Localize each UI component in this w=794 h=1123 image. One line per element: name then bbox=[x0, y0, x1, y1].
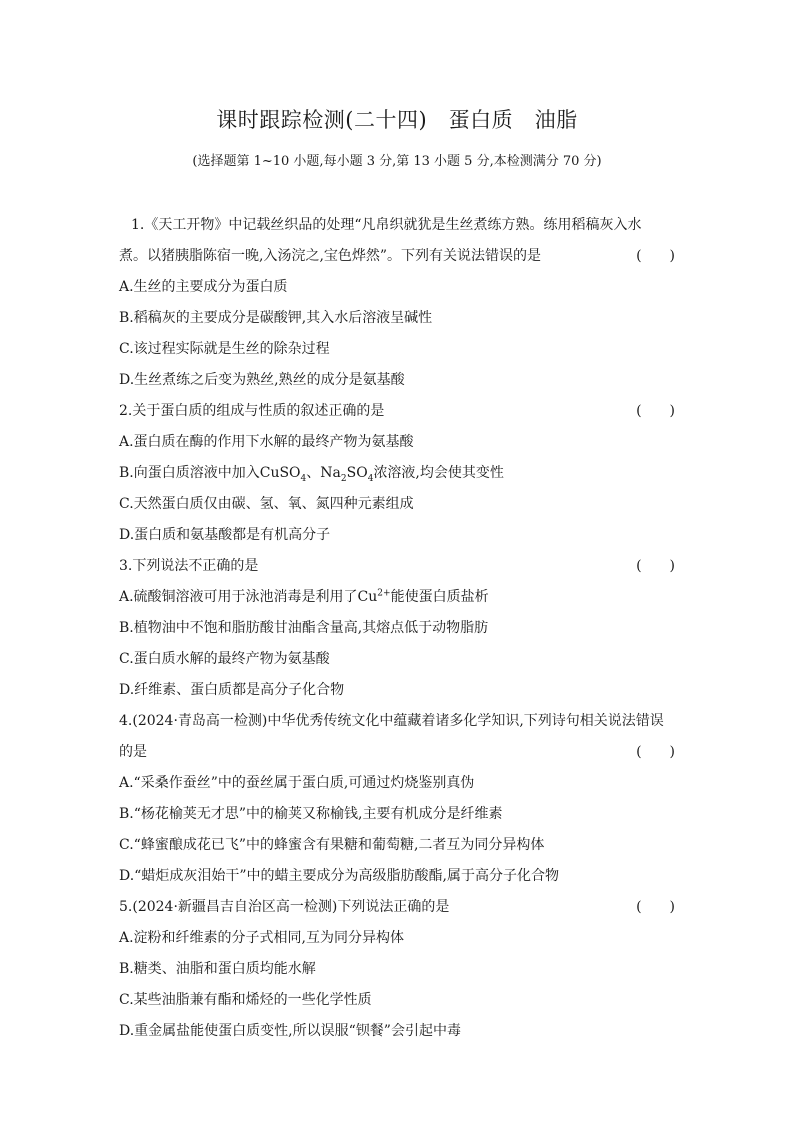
q3-stem-text: 3.下列说法不正确的是 bbox=[119, 558, 259, 574]
q1-option-a: A.生丝的主要成分为蛋白质 bbox=[119, 279, 288, 295]
q4-answer-blank[interactable]: ( ) bbox=[636, 744, 675, 760]
q2-option-b-sub-2: 2 bbox=[340, 473, 347, 484]
q2-option-b-sub-1: 4 bbox=[300, 473, 307, 484]
q4-stem-text: 的是 bbox=[119, 744, 147, 760]
q1-option-d: D.生丝煮练之后变为熟丝,熟丝的成分是氨基酸 bbox=[119, 372, 405, 388]
page-title: 课时跟踪检测(二十四) 蛋白质 油脂 bbox=[216, 108, 578, 132]
q4-stem-line2 bbox=[119, 741, 675, 772]
q2-option-b-text-3: SO bbox=[346, 465, 368, 481]
q3-option-d: D.纤维素、蛋白质都是高分子化合物 bbox=[119, 682, 345, 698]
q3-option-a-sup: 2+ bbox=[377, 588, 391, 599]
q1-stem-line2 bbox=[119, 245, 675, 276]
q4-option-a: A.“采桑作蚕丝”中的蚕丝属于蛋白质,可通过灼烧鉴别真伪 bbox=[119, 775, 475, 791]
q3-option-a-text-1: A.硫酸铜溶液可用于泳池消毒是利用了Cu bbox=[119, 589, 378, 605]
q4-option-d: D.“蜡炬成灰泪始干”中的蜡主要成分为高级脂肪酸酯,属于高分子化合物 bbox=[119, 868, 559, 884]
q1-answer-blank[interactable]: ( ) bbox=[636, 248, 675, 264]
q3-option-a bbox=[119, 586, 675, 617]
q2-stem-text: 2.关于蛋白质的组成与性质的叙述正确的是 bbox=[119, 403, 385, 419]
q2-option-d: D.蛋白质和氨基酸都是有机高分子 bbox=[119, 527, 331, 543]
q2-answer-blank[interactable]: ( ) bbox=[636, 403, 675, 419]
q4-option-b: B.“杨花榆荚无才思”中的榆荚又称榆钱,主要有机成分是纤维素 bbox=[119, 806, 503, 822]
q1-stem-text: 煮。以猪胰脂陈宿一晚,入汤浣之,宝色烨然”。下列有关说法错误的是 bbox=[119, 248, 542, 264]
q4-stem-line1: 4.(2024·青岛高一检测)中华优秀传统文化中蕴藏着诸多化学知识,下列诗句相关说法错误 bbox=[119, 713, 664, 729]
q4-option-c: C.“蜂蜜酿成花已飞”中的蜂蜜含有果糖和葡萄糖,二者互为同分异构体 bbox=[119, 837, 545, 853]
q5-stem bbox=[119, 896, 675, 927]
q2-option-b-sub-3: 4 bbox=[367, 473, 374, 484]
q1-stem-line1: 1.《天工开物》中记载丝织品的处理“凡帛织就犹是生丝煮练方熟。练用稻稿灰入水 bbox=[131, 217, 642, 233]
q3-answer-blank[interactable]: ( ) bbox=[636, 558, 675, 574]
q2-stem bbox=[119, 400, 675, 431]
q5-option-c: C.某些油脂兼有酯和烯烃的一些化学性质 bbox=[119, 992, 372, 1008]
q5-option-d: D.重金属盐能使蛋白质变性,所以误服“钡餐”会引起中毒 bbox=[119, 1023, 461, 1039]
q5-option-b: B.糖类、油脂和蛋白质均能水解 bbox=[119, 961, 316, 977]
q1-option-b: B.稻稿灰的主要成分是碳酸钾,其入水后溶液呈碱性 bbox=[119, 310, 433, 326]
q3-option-b: B.植物油中不饱和脂肪酸甘油酯含量高,其熔点低于动物脂肪 bbox=[119, 620, 489, 636]
q2-option-b-text-1: B.向蛋白质溶液中加入CuSO bbox=[119, 465, 301, 481]
q2-option-c: C.天然蛋白质仅由碳、氢、氧、氮四种元素组成 bbox=[119, 496, 414, 512]
q5-answer-blank[interactable]: ( ) bbox=[636, 899, 675, 915]
q1-option-c: C.该过程实际就是生丝的除杂过程 bbox=[119, 341, 330, 357]
q3-option-c: C.蛋白质水解的最终产物为氨基酸 bbox=[119, 651, 330, 667]
q2-option-a: A.蛋白质在酶的作用下水解的最终产物为氨基酸 bbox=[119, 434, 414, 450]
q3-stem bbox=[119, 555, 675, 586]
q2-option-b bbox=[119, 462, 675, 493]
question-list bbox=[119, 214, 675, 1051]
q5-option-a: A.淀粉和纤维素的分子式相同,互为同分异构体 bbox=[119, 930, 405, 946]
q2-option-b-text-4: 浓溶液,均会使其变性 bbox=[373, 465, 504, 481]
q5-stem-text: 5.(2024·新疆昌吉自治区高一检测)下列说法正确的是 bbox=[119, 899, 450, 915]
page-subtitle: (选择题第 1~10 小题,每小题 3 分,第 13 小题 5 分,本检测满分 70 分) bbox=[192, 154, 602, 169]
q2-option-b-text-2: 、Na bbox=[306, 465, 341, 481]
q3-option-a-text-2: 能使蛋白质盐析 bbox=[390, 589, 489, 605]
